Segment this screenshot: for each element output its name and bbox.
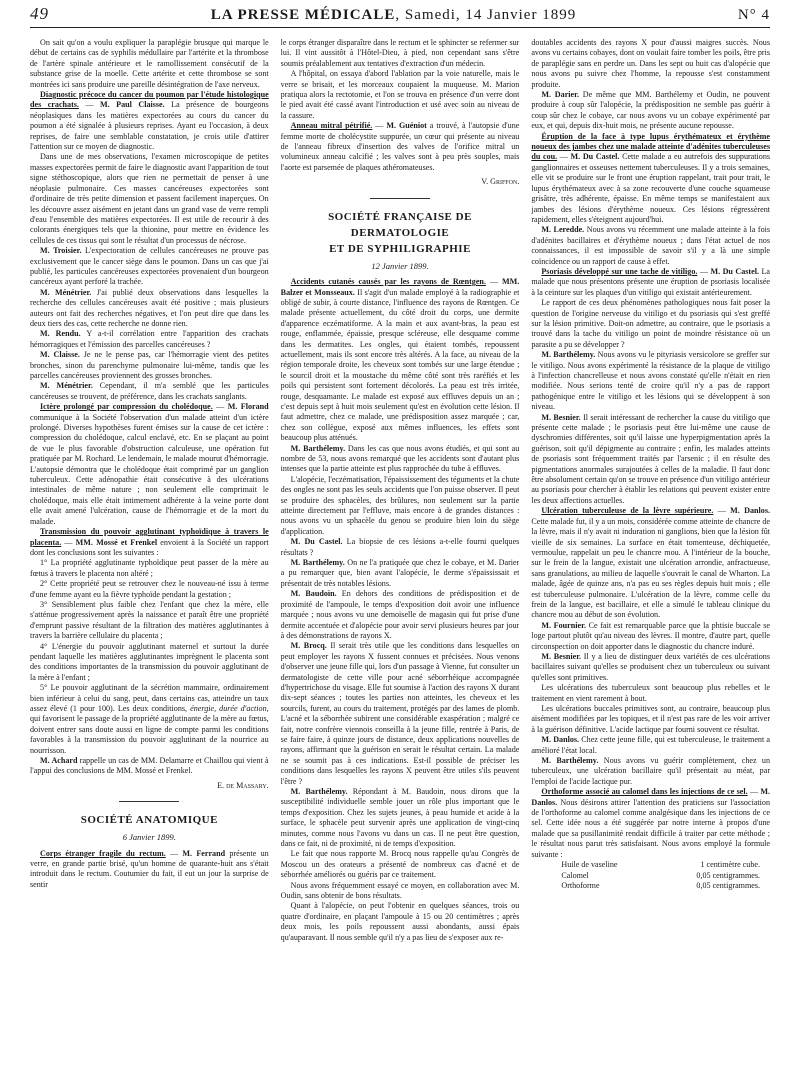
- paragraph: [281, 537, 520, 558]
- paragraph: Éruption de la face à type lupus érythémateux et érythème noueux des jambes chez une malade atteinte d'adénites tuberculeuses du cou. — M. Du Castel. Cette malade a eu autrefois des suppurations ganglionnaires et osseuses nettement tuberculeuses. Il y a trois semaines, elle vit se produire sur le front une éruption rappelant, trait pour trait, le lupus érythémateux avec à sa zone recouverte d'une couche squameuse grisâtre, très adhérente, épaisse. En même temps se manifestaient aux jambes des lésions d'érythème noueux. Ces lésions régressèrent rapidement, elles s'éteignent aujourd'hui.: [531, 131, 771, 224]
- paragraph: A l'hôpital, on essaya d'abord l'ablation par la voie naturelle, mais le verre se brisait, et les morceaux coupaient la muqueuse. M. Marion pratiqua alors la rectotomie, et l'on se trouva en présence d'un verre dont le pied avait été cassé avant l'introduction et usé avec soin au niveau de la cassure.: [280, 69, 520, 120]
- list-item: [30, 683, 269, 756]
- paragraph: Le fait que nous rapporte M. Brocq nous rappelle qu'au Congrès de Moscou un des orateurs a présenté de nombreux cas d'acné et de séborrhée améliorés ou guéris par ce traitement.: [280, 849, 520, 880]
- speaker: M. Leredde.: [541, 225, 585, 235]
- paragraph: [30, 329, 269, 350]
- speaker: M. Paul Claisse.: [100, 100, 165, 110]
- paragraph: [30, 756, 269, 777]
- paragraph: Le rapport de ces deux phénomènes pathologiques nous fait poser la question de l'origine nerveuse du vitiligo et du psoriasis qui s'est greffé sur la lésion primitive. Doit-on admettre, au contraire, que le psoriasis a trouvé dans la tache du vitiligo un point de moindre résistance où un parasite a pu se développer ?: [531, 298, 771, 349]
- paragraph-text: Dans les cas que nous avons étudiés, et qui sont au nombre de 53, nous avons remarqué que les accidents sont d'autant plus intenses que la partie atteinte est plus rapprochée du tube à effluves.: [280, 443, 520, 474]
- speaker: M. Du Castel.: [710, 266, 759, 276]
- speaker: M. Troisier.: [40, 246, 82, 256]
- paragraph: [281, 444, 520, 475]
- paragraph-text: Nous désirons attirer l'attention des praticiens sur l'association de l'orthoforme au calomel comme analgésique dans les injections de ce sel. Cette idée nous a été suggérée par notre interne à propos d'une malade que sa pusillanimité rendait difficile à traiter par cette méthode ; le résultat nous parut très satisfaisant. Nous avons employé la formule suivante :: [531, 797, 771, 859]
- paragraph-text: La malade que nous présentons présente une éruption de psoriasis localisée à la ceinture sur les plaques d'un vitiligo qui existait antérieurement.: [531, 266, 771, 297]
- paragraph: [531, 756, 770, 787]
- paragraph: [531, 90, 770, 132]
- speaker: M. Danlos.: [531, 787, 771, 807]
- speaker: M. Ferrand: [182, 848, 226, 858]
- article-title: Transmission du pouvoir agglutinant typhoïdique à travers le placenta.: [30, 527, 269, 547]
- column-1: [30, 38, 269, 1078]
- paragraph-text: Nous avons vu le pityriasis versicolore se greffer sur le vitiligo. Nous avons expérimenté la résistance de la plaque de vitiligo à l'infection chancrelleuse et nous avons constaté qu'elle n'était en rien modifiée. Nous serions tenté de croire qu'il n'y a pas de rapport pathogénique entre le vitiligo et les lésions qui se développent à son niveau.: [531, 350, 771, 412]
- article-title: Corps étranger fragile du rectum.: [40, 848, 166, 858]
- speaker: M. Guéniot: [386, 121, 427, 131]
- paragraph: [30, 381, 269, 402]
- speaker: M. Besnier.: [541, 412, 581, 422]
- signature: E. de Massary.: [217, 780, 269, 790]
- speaker: M. Barthélemy.: [541, 756, 599, 766]
- paragraph-text: On ne l'a pratiquée que chez le cobaye, et M. Darier a pu remarquer que, bien avant l'alopécie, le derme s'épaississait et présentait de très notables lésions.: [280, 558, 520, 588]
- article-title: Ictère prolongé par compression du cholédoque.: [40, 402, 213, 412]
- section-date: 6 Janvier 1899.: [122, 832, 176, 843]
- speaker: M. Danlos.: [541, 735, 580, 745]
- speaker: M. Barthélemy.: [541, 350, 596, 360]
- speaker: M. Du Castel.: [570, 152, 620, 162]
- paragraph: Dans une de mes observations, l'examen microscopique de petites masses expectorées permit de faire le diagnostic avant l'apparition de tout signe stéthoscopique, alors que rien ne permettait de penser à une néoplasie pulmonaire. Ces masses cancéreuses expectorées sont d'ordinaire de très petite dimension et passent facilement inaperçues. On les découvre assez aisément en jetant dans un grand vase de verre rempli d'eau l'ensemble des matières expectorées. Il est utile de recourir à des colorants énergiques tels que la thionine, pour mettre en évidence les cellules de ces tissus qui sont le résultat d'un processus de nécrose.: [30, 152, 269, 245]
- column-2: [281, 38, 520, 1078]
- paragraph-text: Cette malade a eu autrefois des suppurations ganglionnaires et osseuses nettement tuberculeuses. Il y a trois semaines, elle vit se produire sur le front une éruption rappelant, trait pour trait, le lupus érythémateux avec à sa zone recouverte d'une couche squameuse grisâtre, très adhérente, épaisse. En même temps se manifestaient aux jambes des lésions d'érythème noueux. Ces lésions régressèrent rapidement, elles s'éteignent aujourd'hui.: [531, 152, 771, 224]
- speaker: M. Brocq.: [290, 641, 327, 651]
- speaker: M. Besnier.: [541, 651, 582, 661]
- paragraph: Les ulcérations des tuberculeux sont beaucoup plus rebelles et le traitement en vient rarement à bout.: [531, 683, 771, 703]
- paragraph: doutables accidents des rayons X pour d'aussi maigres succès. Nous avons vu certains cobayes, dont on voulait faire tomber les poils, être pris de paraplégie sans en perdre un. Dans les sept ou huit cas d'alopécie que nous avons pu suivre chez l'homme, la repousse s'est constamment produite.: [531, 38, 771, 89]
- paragraph-text: Répondant à M. Baudoin, nous dirons que la susceptibilité individuelle semble jouer un rôle plus important que le temps d'exposition. Chez les sujets jeunes, à peau humide et acide à la surface, le sphacèle peut survenir après une application de vingt-cinq minutes, comme nous l'avons vu dans un cas. Il ne peut être question, dans ce fait, ni de proximité, ni de temps d'exposition.: [280, 787, 520, 849]
- paragraph: [281, 641, 520, 787]
- section-heading: SOCIÉTÉ ANATOMIQUE: [80, 814, 218, 827]
- paragraph-text: La biopsie de ces lésions a-t-elle fourni quelques résultats ?: [280, 537, 520, 557]
- paragraph-text: J'ai publié deux observations dans lesquelles la recherche des cellules cancéreuses avait été positive ; mais plusieurs auteurs ont fait des recherches négatives, et l'on peut dire que dans les deux tiers des cas, cette recherche ne donne rien.: [30, 287, 269, 328]
- paragraph: On sait qu'on a voulu expliquer la paraplégie brusque qui marque le début de certains cas de syphilis médullaire par l'artérite et la thrombose de l'artère spinale antérieure et le ramollissement consécutif de la substance grise de la moelle. Cette artérite et cette thrombose se sont montrées ici sans produire une pareille désintégration de l'axe nerveux.: [30, 38, 269, 89]
- paragraph-text: La présence de bourgeons néoplasiques dans les matières expectorées au cours du cancer du poumon a été signalée à plusieurs reprises. Ayant eu l'occasion, à deux reprises, de faire une semblable constatation, je crois utile d'attirer l'attention sur ce moyen de diagnostic.: [30, 100, 269, 152]
- paragraph-text: présente un verre, en grande partie brisé, qu'un homme de quarante-huit ans s'était introduit dans le rectum. Coutumier du fait, il eut un jour la surprise de sentir: [30, 848, 269, 889]
- paragraph-text: envoient à la Société un rapport dont les conclusions sont les suivantes :: [30, 537, 269, 557]
- formula-row: [561, 881, 770, 891]
- paragraph: Corps étranger fragile du rectum. — M. Ferrand présente un verre, en grande partie brisé, qu'un homme de quarante-huit ans s'était introduit dans le rectum. Coutumier du fait, il eut un jour la surprise de sentir: [30, 848, 269, 889]
- speaker: M. Ménétrier.: [40, 287, 92, 297]
- paragraph: Quant à l'alopécie, on peut l'obtenir en quelques séances, trois ou quatre d'ordinaire, en plaçant l'ampoule à 15 ou 20 centimètres ; après deux mois, les poils repoussent aussi abondants, aussi épais qu'auparavant. Il nous semble qu'il n'y a pas lieu de s'exposer aux re-: [280, 901, 520, 942]
- paragraph: Anneau mitral pétrifié. — M. Guéniot a trouvé, à l'autopsie d'une femme morte de cholécystite suppurée, un cœur qui présente au niveau de l'anneau fibreux d'insertion des valves de l'orifice mitral un volumineux anneau calcifié ; les valves sont à peu près souples, mais l'aorte est parsemée de plaques athéromateuses.: [280, 121, 520, 172]
- paragraph-text: De même que MM. Barthélemy et Oudin, ne pouvent produire à coup sûr l'alopécie, la prédisposition ne semble pas guérir à coup sûr chez le cobaye, car nous avons vu un cobaye expérimenté par eux, et qui, depuis dix-huit mois, ne présente aucune repousse.: [531, 90, 771, 131]
- speaker: M. Barthélemy.: [290, 443, 346, 453]
- paragraph: Orthoforme associé au calomel dans les injections de ce sel. — M. Danlos. Nous désirons attirer l'attention des praticiens sur l'association de l'orthoforme au calomel comme analgésique dans les injections de ce sel. Cette idée nous a été suggérée par notre interne à propos d'une malade que sa pusillanimité rendait difficile à traiter par cette méthode ; le résultat nous parut très satisfaisant. Nous avons employé la formule suivante :: [531, 787, 771, 859]
- paragraph-text: Il y a lieu de distinguer deux variétés de ces ulcérations bacillaires suivant qu'elles se produisent chez un tuberculeux ou suivant qu'elles sont primitives.: [531, 651, 771, 682]
- paragraph-text: a trouvé, à l'autopsie d'une femme morte de cholécystite suppurée, un cœur qui présente au niveau de l'anneau fibreux d'insertion des valves de l'orifice mitral un volumineux anneau calcifié ; les valves sont à peu près souples, mais l'aorte est parsemée de plaques athéromateuses.: [280, 121, 520, 172]
- signature: V. Griffon.: [481, 177, 520, 187]
- paragraph-text: Y a-t-il corrélation entre l'apparition des crachats hémorragiques et l'émission des parcelles cancéreuses ?: [30, 329, 269, 349]
- paragraph-text: Cette malade fut, il y a un mois, considérée comme atteinte de chancre de la lèvre, mais il n'y avait ni induration ni ganglions, bien que la lésion fût vieille de six semaines. La surface en était tomenteuse, déchiquetée, vermoulue, rappelait un peu le chancre mou. A l'intérieur de la bouche, sur le frein de la langue, existait une ulcération arrondie, anfractueuse, sans granulations, au milieu de laquelle s'ouvrait le canal de Wharton. La malade, âgée de quinze ans, n'a pas eu ses règles depuis huit mois ; elle est tuberculeuse pulmonaire. L'ulcération de la lèvre, comme celle du frein de la langue, est bacillaire, et elle a simulé le tableau clinique du chancre mou au début de son évolution.: [531, 516, 771, 620]
- article-title: Diagnostic précoce du cancer du poumon par l'étude histologique des crachats.: [30, 90, 269, 110]
- paragraph-text: Il serait intéressant de rechercher la cause du vitiligo que présente cette malade ; le psoriasis peut être lui-même une cause de dyschromies différentes, soit qu'il laisse une hyperpigmentation après la guérison, soit qu'il dépigmente au contraire ; enfin, les malades atteints de psoriasis sont fréquemment traités par l'arsenic ; il en résulte des pigmentations anormales surajoutées à celles de la maladie. Il faut donc être absolument certain qu'on se trouve en présence d'un vitiligo antérieur au psoriasis pour chercher à établir les relations qui peuvent exister entre les deux affections actuelles.: [531, 412, 771, 505]
- paragraph: Accidents cutanés causés par les rayons de Rœntgen. — MM. Balzer et Monsseaux. Il s'agit d'un malade employé à la radiographie et obligé de subir, à courte distance, l'influence des rayons de Rœntgen. Ce malade présente actuellement, du côté droit du corps, une dermite d'apparence eczématiforme. A la main et aux avant-bras, la peau est rouge, enflammée, épaissie, presque scléreuse, elle desquame comme dans les dermatites. Les ongles, qui étaient tombés, repoussent actuellement, mais ils sont encore très altérés. A la face, au niveau de la région temporale droite, les cheveux sont tombés sur une large étendue ; le sourcil droit et la moustache du même côté sont très raréfiés et les poils qui persistent sont fortement décolorés. La peau est très irritée, rouge, desquamante. Le malade est exposé aux effluves depuis un an ; c'est depuis sept à huit mois seulement qu'est en évolution cette lésion. Il faut admettre, chez ce malade, une prédisposition assez marquée ; car, chez son collègue, exposé aux mêmes influences, les effets sont beaucoup plus atténués.: [280, 277, 520, 443]
- issue-number: N° 4: [737, 7, 770, 23]
- ingredient-qty: 0,05 centigrammes.: [696, 880, 761, 890]
- paragraph-text: Il s'agit d'un malade employé à la radiographie et obligé de subir, à courte distance, l'influence des rayons de Rœntgen. Ce malade présente actuellement, du côté droit du corps, une dermite d'apparence eczématiforme. A la main et aux avant-bras, la peau est rouge, enflammée, épaissie, presque scléreuse, elle desquame comme dans les dermatites. Les ongles, qui étaient tombés, repoussent actuellement, mais ils sont encore très altérés. A la face, au niveau de la région temporale droite, les cheveux sont tombés sur une large étendue ; le sourcil droit et la moustache du même côté sont très raréfiés et les poils qui persistent sont fortement décolorés. La peau est très irritée, rouge, desquamante. Le malade est exposé aux effluves depuis un an ; c'est depuis sept à huit mois seulement qu'est en évolution cette lésion. Il faut admettre, chez ce malade, une prédisposition assez marquée ; car, chez son collègue, exposé aux mêmes influences, les effets sont beaucoup plus atténués.: [280, 287, 520, 443]
- paragraph: [30, 288, 269, 330]
- paragraph-text: Nous avons vu guérir complètement, chez un tuberculeux, une ulcération bacillaire qu'il présentait au méat, par l'emploi de l'acide lactique pur.: [531, 756, 771, 786]
- paragraph: Psoriasis développé sur une tache de vitiligo. — M. Du Castel. La malade que nous présentons présente une éruption de psoriasis localisée à la ceinture sur les plaques d'un vitiligo qui existait antérieurement.: [531, 266, 771, 297]
- journal-name: LA PRESSE MÉDICALE: [210, 7, 396, 23]
- speaker: M. Baudoin.: [290, 589, 337, 599]
- article-title: Accidents cutanés causés par les rayons de Rœntgen.: [290, 277, 486, 287]
- page-number: 49: [30, 4, 49, 23]
- speaker: M. Barthélemy.: [290, 787, 348, 796]
- paragraph-text: rappelle un cas de MM. Delamarre et Chaillou qui vient à l'appui des conclusions de MM. Mossé et Frenkel.: [30, 756, 269, 776]
- speaker: MM. Mossé et Frenkel: [75, 537, 158, 547]
- columns: [30, 38, 770, 1078]
- paragraph: [281, 589, 520, 641]
- paragraph-text: communique à la Société l'observation d'un malade atteint d'un ictère prolongé. Diverses hypothèses furent émises sur la cause de cet ictère : compression du cholédoque, calcul enclavé, etc. En se plaçant au point de vue le plus favorable d'obstruction calculeuse, une opération fut pratiquée par M. Rochard. Le lendemain, le malade mourut d'hémorragie. L'autopsie démontra que le cholédoque était comprimé par un ganglion tuberculeux. Cette adénopathie était consécutive à des ulcérations intestinales de même nature ; non seulement elle comprimait le cholédoque, mais elle était intimement adhérente à la veine porte dont elle avait amené l'ulcération, cause de l'hémorragie et de la mort du malade.: [30, 412, 269, 526]
- paragraph: [531, 413, 770, 507]
- formula: [531, 860, 770, 891]
- ingredient-name: Huile de vaseline: [561, 860, 618, 870]
- paragraph: Ulcération tuberculeuse de la lèvre supérieure. — M. Danlos. Cette malade fut, il y a un mois, considérée comme atteinte de chancre de la lèvre, mais il n'y avait ni induration ni ganglions, bien que la lésion fût vieille de six semaines. La surface en était tomenteuse, déchiquetée, vermoulue, rappelait un peu le chancre mou. A l'intérieur de la bouche, sur le frein de la langue, existait une ulcération arrondie, anfractueuse, sans granulations, au milieu de laquelle s'ouvrait le canal de Wharton. La malade, âgée de quinze ans, n'a pas eu ses règles depuis huit mois ; elle est tuberculeuse pulmonaire. L'ulcération de la lèvre, comme celle du frein de la langue, est bacillaire, et elle a simulé le tableau clinique du chancre mou au début de son évolution.: [531, 506, 771, 620]
- article-title: Éruption de la face à type lupus érythémateux et érythème noueux des jambes chez une malade atteinte d'adénites tuberculeuses du cou.: [531, 131, 771, 162]
- paragraph: [531, 652, 770, 683]
- paragraph: Nous avons fréquemment essayé ce moyen, en collaboration avec M. Oudin, sans obtenir de bons résultats.: [280, 880, 520, 901]
- ingredient-qty: 1 centimètre cube.: [700, 860, 761, 870]
- paragraph: [281, 787, 520, 849]
- paragraph: le corps étranger disparaître dans le rectum et le sphincter se refermer sur lui. Il vint aussitôt à l'Hôtel-Dieu, à pied, non cependant sans s'être soumis préalablement aux tentatives d'extraction d'un médecin.: [280, 38, 520, 68]
- paragraph: [30, 246, 269, 288]
- speaker: M. Achard: [40, 756, 78, 766]
- journal-header: LA PRESSE MÉDICALE, Samedi, 14 Janvier 1899: [210, 7, 577, 23]
- paragraph-text: Cependant, il m'a semblé que les particules cancéreuses se trouvent, de préférence, dans les crachats sanglants.: [30, 381, 269, 401]
- page-header: [30, 4, 770, 28]
- paragraph: [30, 350, 269, 381]
- paragraph-text: Il serait très utile que les conditions dans lesquelles on peut employer les rayons X fussent connues et précisées. Nous venons d'observer une jeune fille qui, lors d'un passage à Vienne, fut consulter un dermatologiste de cette ville pour acné séborrhéique accompagnée d'hypertrichose du visage. Elle fut soumise à l'action des rayons X durant dix-sept séances ; toutes les parties non atteintes, les cheveux et les sourcils, furent, au cours du traitement, protégés par des lames de plomb. L'acné et la séborrhée subirent une considérable exaspération ; malgré ce fait, notre confrère viennois conseilla à la jeune fille, rentrée à Paris, de se faire faire, à quinze jours de distance, deux applications nouvelles de rayons, affirmant que la guérison en serait le résultat certain. La malade ne se soumit pas à ces indications. Est-il possible de préciser les conditions dans lesquelles les rayons X peuvent être utiles s'ils peuvent l'être ?: [280, 641, 520, 786]
- list-item: 1° La propriété agglutinante typhoïdique peut passer de la mère au fœtus à travers le placenta non altéré ;: [30, 558, 269, 578]
- speaker: M. Ménétrier.: [40, 381, 93, 391]
- list-item: 3° Sensiblement plus faible chez l'enfant que chez la mère, elle s'atténue progressivement après la naissance et paraît être une propriété d'emprunt passive résultant de la filtration des matières agglutinantes à travers la barrière cellulaire du placenta ;: [30, 599, 269, 641]
- paragraph-text: Chez cette jeune fille, qui est tuberculeuse, le traitement a amélioré l'état local.: [531, 735, 770, 755]
- speaker: M. Barthélemy.: [290, 558, 345, 568]
- paragraph: [531, 350, 770, 412]
- section-heading: [281, 209, 520, 257]
- paragraph: Transmission du pouvoir agglutinant typhoïdique à travers le placenta. — MM. Mossé et Frenkel envoient à la Société un rapport dont les conclusions sont les suivantes :: [30, 527, 269, 557]
- speaker: M. Claisse.: [40, 350, 80, 360]
- divider: [119, 801, 179, 802]
- paragraph-text: Nous avons vu récemment une malade atteinte à la fois d'adénites bacillaires et d'érythème noueux ; dans l'état actuel de nos connaissances, il est impossible de savoir s'il y a là une simple coïncidence ou un rapport de cause à effet.: [531, 225, 771, 266]
- list-emphasis: énergie, durée d'action,: [190, 704, 269, 713]
- formula-row: [561, 871, 770, 881]
- paragraph: Ictère prolongé par compression du cholédoque. — M. Florand communique à la Société l'observation d'un malade atteint d'un ictère prolongé. Diverses hypothèses furent émises sur la cause de cet ictère : compression du cholédoque, calcul enclavé, etc. En se plaçant au point de vue le plus favorable d'obstruction calculeuse, une opération fut pratiquée par M. Rochard. Le lendemain, le malade mourut d'hémorragie. L'autopsie démontra que le cholédoque était comprimé par un ganglion tuberculeux. Cette adénopathie était consécutive à des ulcérations intestinales de même nature ; non seulement elle comprimait le cholédoque, mais elle était intimement adhérente à la veine porte dont elle avait amené l'ulcération, cause de l'hémorragie et de la mort du malade.: [30, 402, 269, 526]
- column-3: [531, 38, 770, 1078]
- list-item: 4° L'énergie du pouvoir agglutinant maternel et surtout la durée pendant laquelle les matières agglutinantes imprègnent le placenta sont des conditions importantes de la transmission du pouvoir agglutinant de la mère à l'enfant ;: [30, 641, 269, 682]
- speaker: M. Rendu.: [40, 329, 81, 339]
- paragraph: Diagnostic précoce du cancer du poumon par l'étude histologique des crachats. — M. Paul Claisse. La présence de bourgeons néoplasiques dans les matières expectorées au cours du cancer du poumon a été signalée à plusieurs reprises. Ayant eu l'occasion, à deux reprises, de faire une semblable constatation, je crois utile d'attirer l'attention sur ce moyen de diagnostic.: [30, 90, 269, 152]
- article-title: Psoriasis développé sur une tache de vitiligo.: [541, 266, 698, 276]
- section-heading-line: SOCIÉTÉ FRANÇAISE DE DERMATOLOGIE: [328, 210, 472, 239]
- list-text: 5° Le pouvoir agglutinant de la sécrétion mammaire, ordinairement bien inférieur à celui du sang, peut, dans certains cas, atteindre un taux assez élevé (1 pour 100). Les deux conditions,: [30, 683, 269, 713]
- paragraph: L'alopécie, l'eczématisation, l'épaississement des téguments et la chute des ongles ne sont pas les seuls accidents que l'on puisse observer. Il peut se produire des sphacèles, des brûlures, non seulement sur la partie atteinte directement par l'effluve, mais encore à de grandes distances : nous avons vu un sphacèle du genou se produire bien loin du siège d'application.: [280, 474, 520, 536]
- article-title: Anneau mitral pétrifié.: [290, 121, 373, 131]
- section-date: 12 Janvier 1899.: [371, 260, 429, 271]
- section-heading-line: ET DE SYPHILIGRAPHIE: [329, 242, 471, 255]
- paragraph: [531, 621, 770, 652]
- ingredient-name: Calomel: [561, 870, 589, 880]
- divider: [370, 198, 430, 199]
- paragraph-text: Ce fait est remarquable parce que la phtisie buccale se loge partout plutôt qu'au niveau des lèvres. Il montre, d'autre part, quelle circonspection on doit apporter dans le diagnostic du chancre induré.: [531, 620, 771, 651]
- issue-date: Samedi, 14 Janvier 1899: [404, 7, 577, 23]
- speaker: M. Fournier.: [541, 620, 586, 630]
- speaker: M. Darier.: [541, 90, 579, 100]
- article-title: Orthoforme associé au calomel dans les injections de ce sel.: [541, 787, 748, 797]
- paragraph: [531, 225, 770, 267]
- paragraph: Les ulcérations buccales primitives sont, au contraire, beaucoup plus aisément modifiées par les topiques, et il n'est pas rare de les voir arriver à la guérison définitive. L'acide lactique par fourni souvent ce résultat.: [531, 704, 771, 734]
- speaker: MM. Balzer et Monsseaux.: [280, 277, 520, 297]
- speaker: M. Florand: [227, 402, 269, 412]
- paragraph: [531, 735, 770, 756]
- speaker: M. Danlos.: [730, 506, 771, 516]
- ingredient-name: Orthoforme: [561, 880, 600, 890]
- paragraph-text: Je ne le pense pas, car l'hémorragie vient des petites bronches, sinon du parenchyme pulmonaire lui-même, tandis que les parcelles cancéreuses proviennent des grosses bronches.: [30, 350, 269, 380]
- paragraph-text: L'expectoration de cellules cancéreuses ne prouve pas exclusivement que le cancer siège dans le poumon. Dans un cas que j'ai publié, les particules cancéreuses expectorées provenaient d'un bourgeon cancéreux ayant perforé la trachée.: [30, 246, 269, 287]
- ingredient-qty: 0,05 centigrammes.: [696, 870, 761, 880]
- article-title: Ulcération tuberculeuse de la lèvre supérieure.: [541, 506, 714, 516]
- paragraph-text: En dehors des conditions de prédisposition et de proximité de l'ampoule, le temps d'exposition doit avoir une influence marquée ; nous avons vu une demoiselle de magasin qui fut prise d'une dermite accentuée et d'alopécie pour avoir servi plusieurs heures par jour à des démonstrations de rayons X.: [280, 589, 520, 640]
- paragraph: [281, 558, 520, 589]
- speaker: M. Du Castel.: [290, 537, 343, 547]
- list-item: 2° Cette propriété peut se retrouver chez le nouveau-né issu à terme d'une femme ayant eu la fièvre typhoïde pendant la gestation ;: [30, 579, 269, 599]
- formula-row: [561, 860, 770, 870]
- list-text: qui favorisent le passage de la propriété agglutinante de la mère au fœtus, doivent entrer sans doute aussi en ligne de compte parmi les conditions favorables à la transmission du pouvoir agglutinant de la nourrice au nourrisson.: [30, 714, 269, 755]
